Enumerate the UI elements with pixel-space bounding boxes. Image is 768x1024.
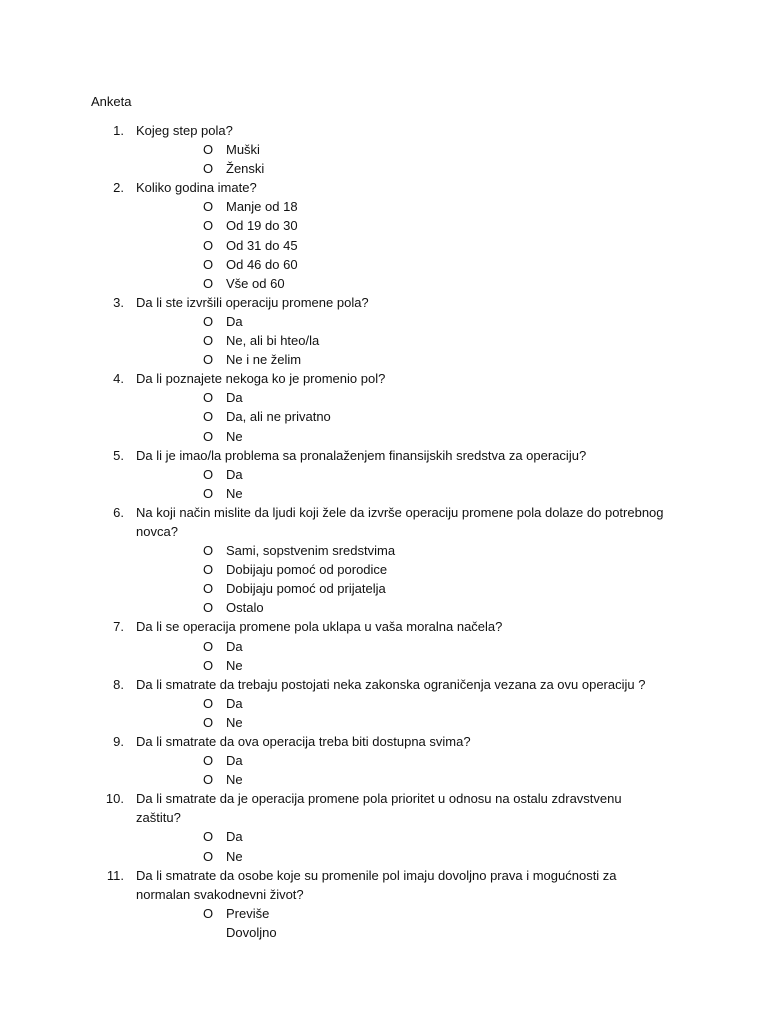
question-item — [0, 675, 768, 732]
question-number: 3. — [113, 294, 124, 310]
question-item — [0, 617, 768, 674]
answer-option[interactable] — [0, 331, 768, 350]
answer-option[interactable] — [0, 637, 768, 656]
question-line — [0, 675, 768, 694]
question-line — [0, 866, 768, 904]
question-item — [0, 369, 768, 445]
radio-circle-icon[interactable]: O — [203, 829, 214, 845]
question-text: Da li smatrate da trebaju postojati neka zakonska ograničenja vezana za ovu operaciju ? — [136, 676, 646, 692]
answer-option-label: Muški — [226, 142, 260, 158]
answer-option-label: Da — [226, 390, 243, 406]
radio-circle-icon[interactable]: O — [203, 409, 214, 425]
answer-option-label: Da — [226, 466, 243, 482]
radio-circle-icon[interactable]: O — [203, 199, 214, 215]
question-line — [0, 732, 768, 751]
answer-option-label: Od 46 do 60 — [226, 256, 298, 272]
answer-option[interactable] — [0, 923, 768, 942]
answer-option[interactable] — [0, 847, 768, 866]
question-text: Da li je imao/la problema sa pronalaženjem finansijskih sredstva za operaciju? — [136, 447, 587, 463]
question-text: Da li se operacija promene pola uklapa u vaša moralna načela? — [136, 619, 503, 635]
question-text: Da li smatrate da ova operacija treba biti dostupna svima? — [136, 734, 471, 749]
radio-circle-icon[interactable]: O — [203, 161, 214, 177]
question-item — [0, 293, 768, 369]
question-number: 4. — [113, 371, 124, 387]
radio-circle-icon[interactable]: O — [203, 390, 214, 406]
answer-option[interactable] — [0, 484, 768, 503]
answer-option[interactable] — [0, 560, 768, 579]
question-number: 11. — [106, 867, 124, 883]
answer-option[interactable] — [0, 465, 768, 484]
question-line — [0, 789, 768, 827]
radio-circle-icon[interactable]: O — [203, 275, 214, 291]
radio-circle-icon[interactable]: O — [203, 905, 214, 921]
radio-circle-icon[interactable]: O — [203, 485, 214, 501]
radio-circle-icon[interactable]: O — [203, 428, 214, 444]
question-line — [0, 293, 768, 312]
answer-option[interactable] — [0, 140, 768, 159]
answer-option-label: Ne i ne želim — [226, 352, 302, 368]
radio-circle-icon[interactable]: O — [203, 714, 214, 730]
answer-option[interactable] — [0, 388, 768, 407]
radio-circle-icon[interactable]: O — [203, 562, 214, 578]
answer-option-label: Od 19 do 30 — [226, 218, 298, 234]
answer-option-label: Sami, sopstvenim sredstvima — [226, 543, 396, 559]
question-item — [0, 503, 768, 618]
answer-option[interactable] — [0, 541, 768, 560]
question-text: Kojeg step pola? — [136, 123, 233, 138]
radio-circle-icon[interactable]: O — [203, 695, 214, 711]
answer-option[interactable] — [0, 407, 768, 426]
radio-circle-icon[interactable]: O — [203, 772, 214, 788]
answer-option[interactable] — [0, 751, 768, 770]
question-number: 6. — [113, 504, 124, 520]
question-line — [0, 446, 768, 465]
question-item — [0, 732, 768, 789]
answer-option-label: Da — [226, 695, 243, 711]
answer-option-label: Manje od 18 — [226, 199, 298, 215]
question-item — [0, 446, 768, 503]
answer-option-label: Da — [226, 753, 243, 769]
answer-option[interactable] — [0, 159, 768, 178]
answer-option[interactable] — [0, 216, 768, 235]
answer-option-label: Da — [226, 313, 243, 329]
answer-option-label: Ne — [226, 848, 243, 864]
answer-option-label: Dovoljno — [226, 924, 277, 940]
question-number: 9. — [113, 734, 124, 749]
question-text: Da li smatrate da je operacija promene pola prioritet u odnosu na ostalu zdravstvenu zaštitu? — [136, 791, 622, 826]
answer-option-label: Da — [226, 638, 243, 654]
question-line — [0, 503, 768, 541]
radio-circle-icon[interactable]: O — [203, 352, 214, 368]
question-item — [0, 789, 768, 865]
radio-circle-icon[interactable]: O — [203, 657, 214, 673]
answer-option[interactable] — [0, 694, 768, 713]
answer-option-label: Ne — [226, 428, 243, 444]
answer-option-label: Ne — [226, 485, 243, 501]
answer-option[interactable] — [0, 255, 768, 274]
answer-option-label: Vše od 60 — [226, 275, 285, 291]
answer-option-label: Da, ali ne privatno — [226, 409, 331, 425]
answer-option[interactable] — [0, 904, 768, 923]
question-item — [0, 178, 768, 293]
answer-option[interactable] — [0, 197, 768, 216]
question-line — [0, 178, 768, 197]
answer-option-label: Ne — [226, 657, 243, 673]
radio-circle-icon[interactable]: O — [203, 313, 214, 329]
radio-circle-icon[interactable]: O — [203, 237, 214, 253]
answer-option[interactable] — [0, 236, 768, 255]
question-number: 7. — [113, 619, 124, 635]
document-title: Anketa — [91, 94, 132, 109]
answer-option-label: Dobijaju pomoć od porodice — [226, 562, 388, 578]
question-number: 8. — [113, 676, 124, 692]
answer-option-label: Ne — [226, 714, 243, 730]
answer-option[interactable] — [0, 312, 768, 331]
answer-option-label: Ne, ali bi hteo/la — [226, 333, 320, 349]
answer-option[interactable] — [0, 427, 768, 446]
question-number: 10. — [105, 791, 124, 807]
answer-option[interactable] — [0, 274, 768, 293]
answer-option[interactable] — [0, 579, 768, 598]
question-text: Koliko godina imate? — [136, 180, 257, 196]
question-text: Na koji način mislite da ljudi koji žele da izvrše operaciju promene pola dolaze do potrebnog novca? — [136, 504, 664, 539]
answer-option[interactable] — [0, 770, 768, 789]
question-item — [0, 866, 768, 942]
question-text: Da li ste izvršili operaciju promene pola? — [136, 294, 369, 310]
question-text: Da li poznajete nekoga ko je promenio pol? — [136, 371, 386, 387]
radio-circle-icon[interactable]: O — [203, 218, 214, 234]
answer-option-label: Ostalo — [226, 600, 264, 616]
answer-option-label: Ne — [226, 772, 243, 788]
question-line — [0, 369, 768, 388]
answer-option[interactable] — [0, 827, 768, 846]
radio-circle-icon[interactable]: O — [203, 466, 214, 482]
radio-circle-icon[interactable]: O — [203, 638, 214, 654]
answer-option-label: Ženski — [226, 161, 265, 177]
question-list — [0, 121, 768, 942]
radio-circle-icon[interactable]: O — [203, 142, 214, 158]
answer-option-label: Dobijaju pomoć od prijatelja — [226, 581, 386, 597]
radio-circle-icon[interactable]: O — [203, 753, 214, 769]
question-line — [0, 121, 768, 140]
radio-circle-icon[interactable]: O — [203, 256, 214, 272]
answer-option[interactable] — [0, 656, 768, 675]
radio-circle-icon[interactable]: O — [203, 333, 214, 349]
radio-circle-icon[interactable]: O — [203, 581, 214, 597]
radio-circle-icon[interactable]: O — [203, 600, 214, 616]
question-number: 5. — [113, 447, 124, 463]
question-line — [0, 617, 768, 636]
answer-option-label: Da — [226, 829, 243, 845]
radio-circle-icon[interactable]: O — [203, 543, 214, 559]
question-item — [0, 121, 768, 178]
question-text: Da li smatrate da osobe koje su promenile pol imaju dovoljno prava i mogućnosti za normalan svakodnevni život? — [136, 867, 617, 902]
answer-option[interactable] — [0, 350, 768, 369]
answer-option-label: Previše — [226, 905, 270, 921]
question-number: 1. — [113, 123, 124, 138]
question-number: 2. — [113, 180, 124, 196]
answer-option-label: Od 31 do 45 — [226, 237, 298, 253]
answer-option[interactable] — [0, 598, 768, 617]
answer-option[interactable] — [0, 713, 768, 732]
radio-circle-icon[interactable]: O — [203, 848, 214, 864]
